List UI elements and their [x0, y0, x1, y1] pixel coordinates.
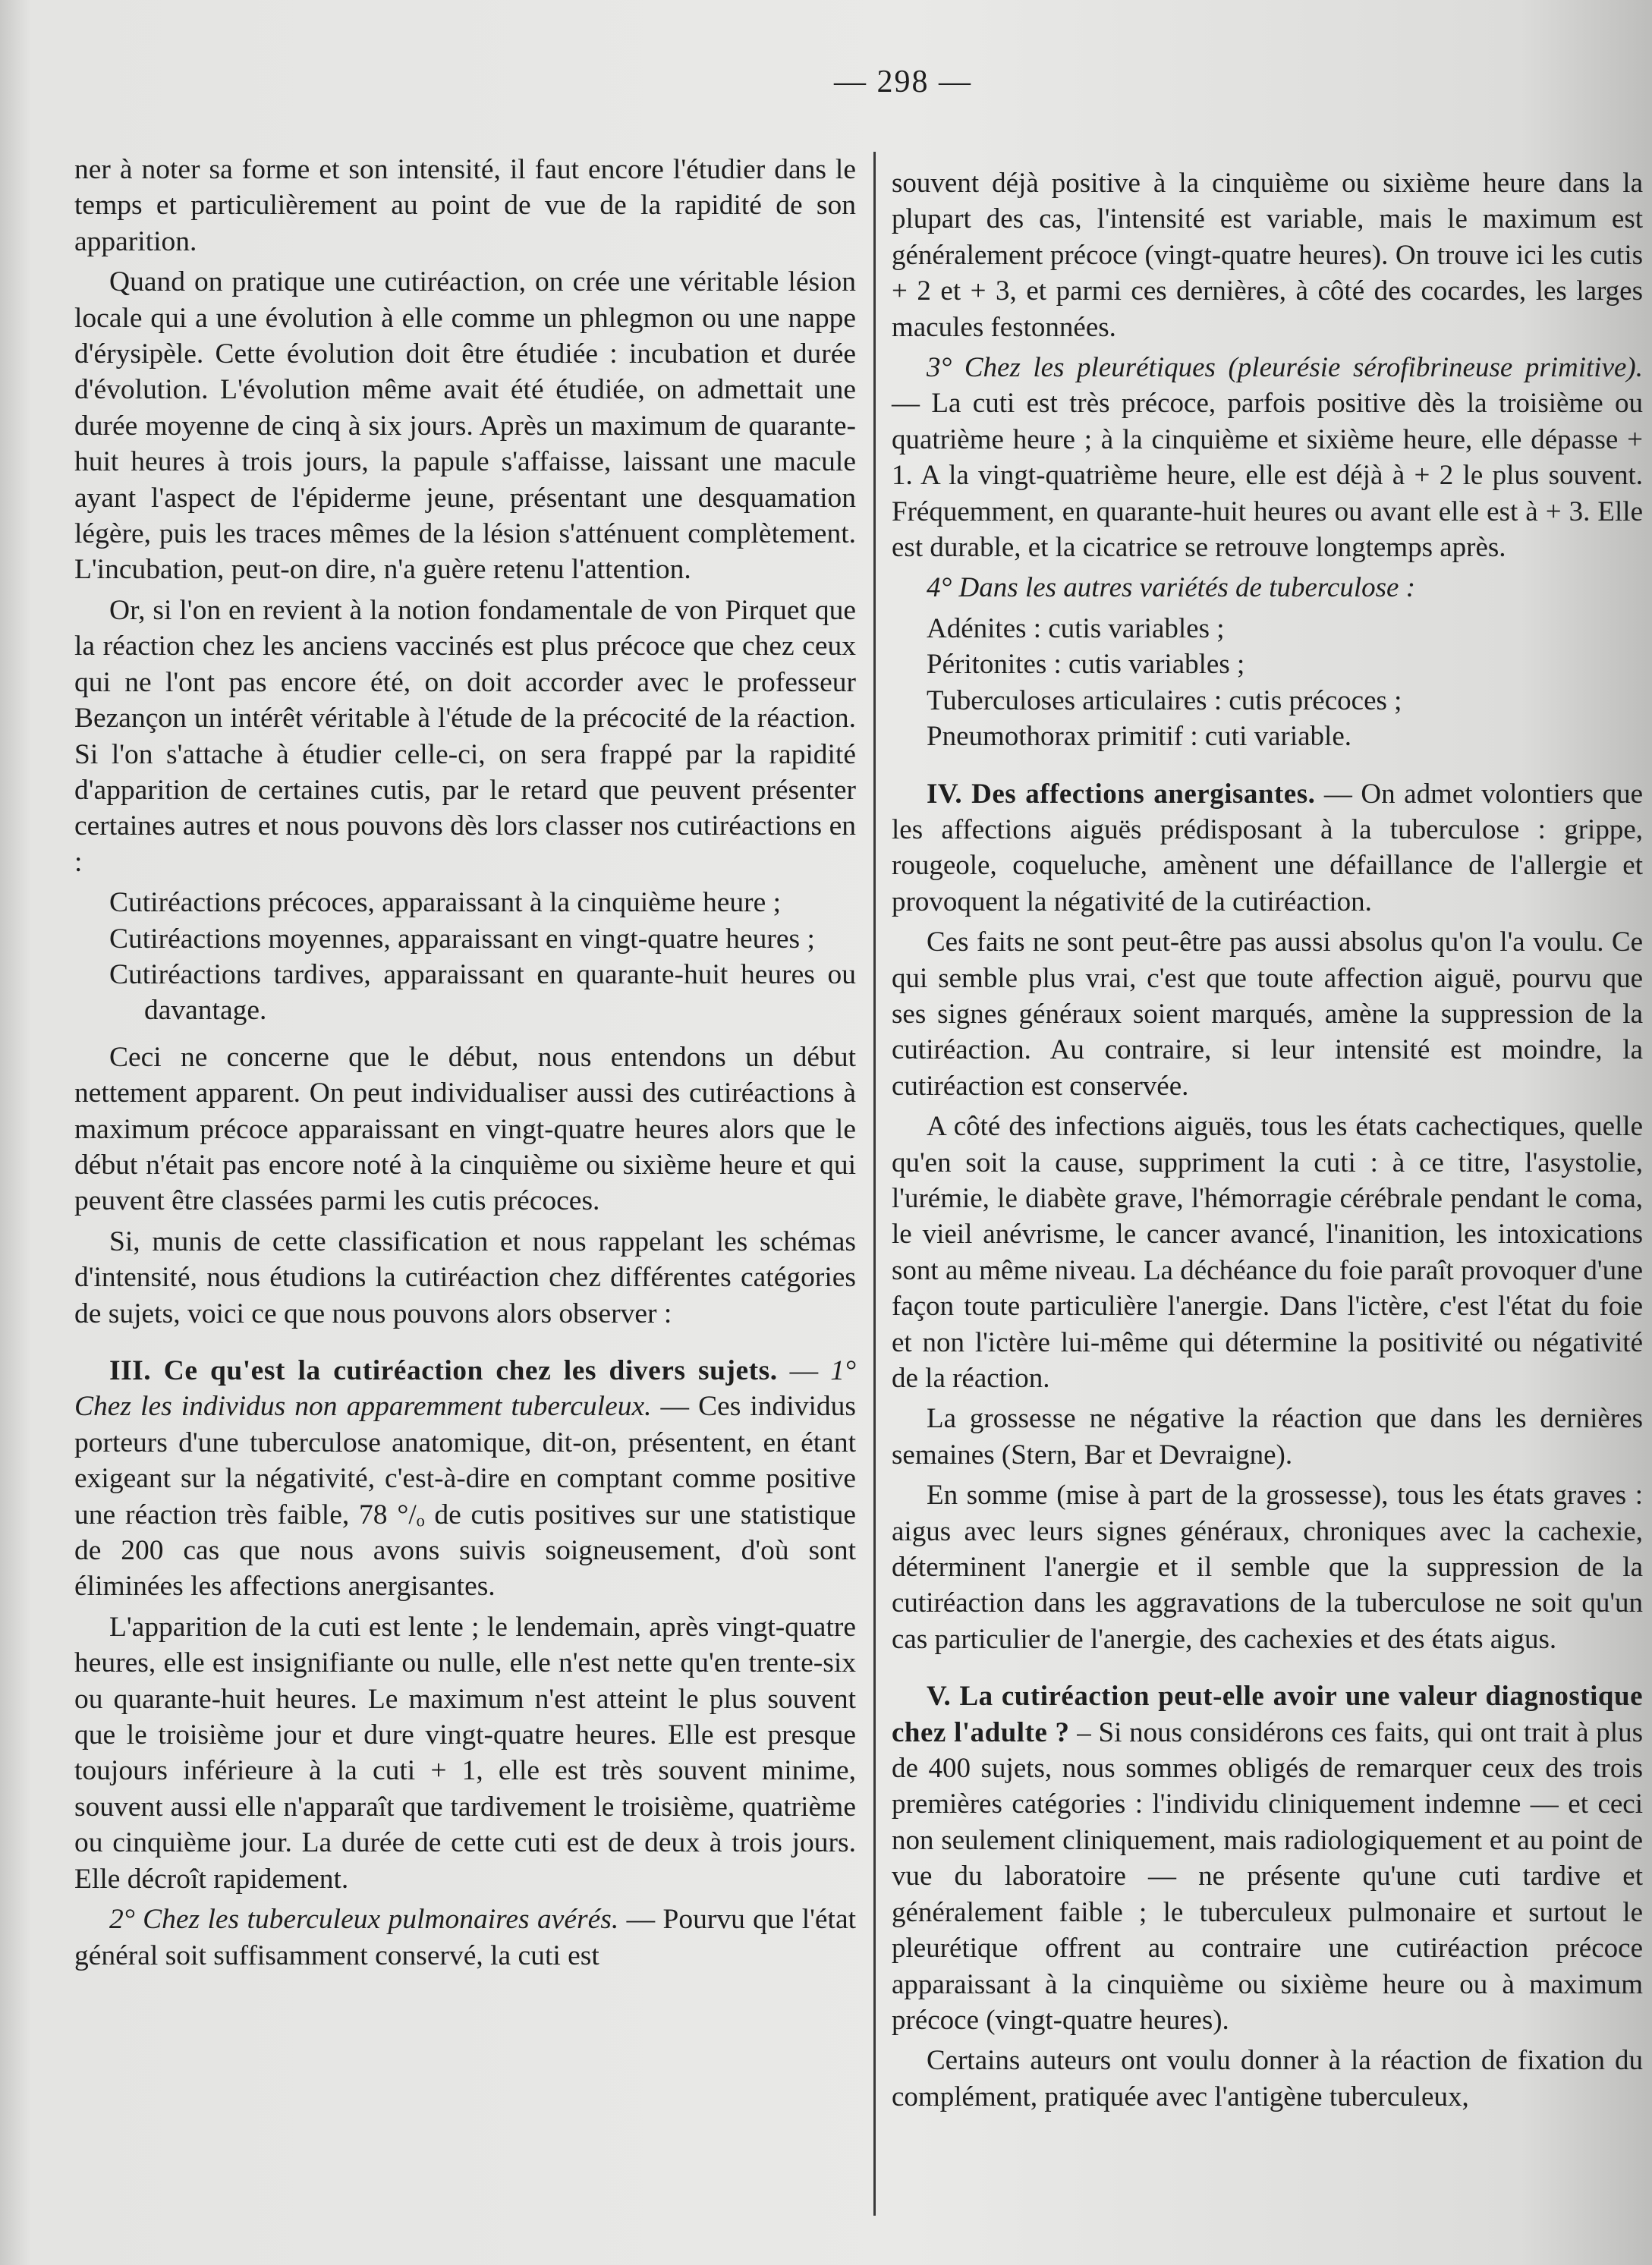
left-paragraph-4: Ceci ne concerne que le début, nous entendons un début nettement apparent. On peut individualiser aussi des cutiréactions à maximum précoce apparaissant en vingt-quatre heures alors que le début n'était pas encore noté à la cinquième ou sixième heure et qui peuvent être classées parmi les cutis précoces.: [74, 1041, 856, 1217]
right-paragraph-7: En somme (mise à part de la grossesse), tous les états graves : aigus avec leurs signes généraux, chroniques avec la cachexie, déterminent l'anergie et il semble que la suppression de la cutiréaction dans les aggravations de la tuberculose ne soit qu'un cas particulier de l'anergie, des cachexies et des états aigus.: [892, 1480, 1643, 1655]
section-3-heading: III. Ce qu'est la cutiréaction chez les divers sujets.: [109, 1355, 778, 1386]
pulmonary-text: — Pourvu que l'état général soit suffisamment conservé, la cuti est: [74, 1904, 857, 1971]
pulmonary-subheading: 2° Chez les tuberculeux pulmonaires avérés.: [109, 1904, 619, 1936]
tuberculosis-varieties-list: [892, 611, 1643, 755]
page-number: — 298 —: [834, 64, 972, 99]
section-5: [892, 1678, 1643, 2038]
section-4: [892, 776, 1643, 920]
section-5-heading: V. La cutiréaction peut-elle avoir une valeur diagnostique chez l'adulte ?: [892, 1681, 1643, 1748]
list-item-articular: Tuberculoses articulaires : cutis précoces ;: [927, 684, 1402, 716]
list-item-early: Cutiréactions précoces, apparaissant à la cinquième heure ;: [109, 887, 782, 919]
section-4-text: — On admet volontiers que les affections aiguës prédisposant à la tuberculose : grippe, rougeole, coqueluche, amènent une défaillance de l'allergie et provoquent la négativité de la cutiréaction.: [892, 778, 1644, 917]
right-column: [892, 165, 1643, 2119]
section-4-heading: IV. Des affections anergisantes.: [927, 778, 1316, 810]
pleuretic-subheading: 3° Chez les pleurétiques (pleurésie sérofibrineuse primitive).: [927, 352, 1643, 384]
section-3: [74, 1353, 856, 1605]
section-5-text: – Si nous considérons ces faits, qui ont trait à plus de 400 sujets, nous sommes obligés de remarquer ceux des trois premières catégories : l'individu cliniquement indemne — et ceci non seulement cliniquement, mais radiologiquement et au point de vue du laboratoire — ne présente qu'une cuti tardive et généralement faible ; le tuberculeux pulmonaire et surtout le pleurétique offrent au contraire une cutiréaction précoce apparaissant à la cinquième ou sixième heure ou à maximum précoce (vingt-quatre heures).: [892, 1716, 1643, 2036]
list-item-medium: Cutiréactions moyennes, apparaissant en vingt-quatre heures ;: [109, 923, 815, 955]
right-paragraph-1: souvent déjà positive à la cinquième ou sixième heure dans la plupart des cas, l'intensité est variable, mais le maximum est généralement précoce (vingt-quatre heures). On trouve ici les cutis + 2 et + 3, et parmi ces dernières, à côté des cocardes, les larges macules festonnées.: [892, 168, 1643, 343]
pleuretic-text: — La cuti est très précoce, parfois positive dès la troisième ou quatrième heure ; à la cinquième et sixième heure, elle dépasse + 1. A la vingt-quatrième heure, elle est déjà à + 2 le plus souvent. Fréquemment, en quarante-huit heures ou avant elle est à + 3. Elle est durable, et la cicatrice se retrouve longtemps après.: [892, 388, 1643, 564]
left-paragraph-1: ner à noter sa forme et son intensité, il faut encore l'étudier dans le temps et particulièrement au point de vue de la rapidité de son apparition.: [74, 154, 856, 257]
list-item-adenites: Adénites : cutis variables ;: [927, 612, 1225, 644]
right-paragraph-2: [892, 350, 1643, 565]
list-item-late: Cutiréactions tardives, apparaissant en quarante-huit heures ou davantage.: [109, 958, 856, 1027]
section-3-subheading: 1° Chez les individus non apparemment tuberculeux.: [74, 1355, 856, 1423]
right-paragraph-6: La grossesse ne négative la réaction que dans les dernières semaines (Stern, Bar et Devraigne).: [892, 1403, 1643, 1471]
left-paragraph-3: Or, si l'on en revient à la notion fondamentale de von Pirquet que la réaction chez les anciens vaccinés est plus précoce que chez ceux qui ne l'ont pas encore été, on doit accorder avec le professeur Bezançon un intérêt véritable à l'étude de la précocité de la réaction. Si l'on s'attache à étudier celle-ci, on sera frappé par la rapidité d'apparition de certaines cutis, par le retard que peuvent présenter certaines autres et nous pouvons dès lors classer nos cutiréactions en :: [74, 594, 856, 878]
other-varieties-subheading: 4° Dans les autres variétés de tuberculose :: [927, 572, 1416, 604]
right-paragraph-5: A côté des infections aiguës, tous les états cachectiques, quelle qu'en soit la cause, suppriment la cuti : à ce titre, l'asystolie, l'urémie, le diabète grave, l'hémorragie cérébrale pendant le coma, le vieil anévrisme, le cancer avancé, l'inanition, les intoxications sont au même niveau. La déchéance du foie paraît provoquer d'une façon toute particulière l'anergie. Dans l'ictère, c'est l'état du foie et non l'ictère lui-même qui détermine la positivité ou négativité de la réaction.: [892, 1111, 1643, 1394]
list-item-peritonites: Péritonites : cutis variables ;: [927, 649, 1245, 681]
right-paragraph-8: Certains auteurs ont voulu donner à la réaction de fixation du complément, pratiquée avec l'antigène tuberculeux,: [892, 2045, 1643, 2112]
left-paragraph-7: [74, 1902, 856, 1974]
left-paragraph-5: Si, munis de cette classification et nous rappelant les schémas d'intensité, nous étudions la cutiréaction chez différentes catégories de sujets, voici ce que nous pouvons alors observer :: [74, 1225, 856, 1329]
list-item-pneumothorax: Pneumothorax primitif : cuti variable.: [927, 721, 1352, 753]
left-paragraph-2: Quand on pratique une cutiréaction, on crée une véritable lésion locale qui a une évolution à elle comme un phlegmon ou une nappe d'érysipèle. Cette évolution doit être étudiée : incubation et durée d'évolution. L'évolution même avait été étudiée, on admettait une durée moyenne de cinq à six jours. Après un maximum de quarante-huit heures à trois jours, la papule s'affaisse, laissant une macule ayant l'aspect de l'épiderme jeune, présentant une desquamation légère, puis les traces mêmes de la lésion s'atténuent complètement. L'incubation, peut-on dire, n'a guère retenu l'attention.: [74, 266, 856, 586]
section-3-dash: —: [777, 1355, 831, 1386]
left-column: [74, 152, 856, 1978]
right-paragraph-4: Ces faits ne sont peut-être pas aussi absolus qu'on l'a voulu. Ce qui semble plus vrai, c'est que toute affection aiguë, pourvu que ses signes généraux soient marqués, amène la suppression de la cutiréaction. Au contraire, si leur intensité est moindre, la cutiréaction est conservée.: [892, 926, 1643, 1102]
section-3-text: — Ces individus porteurs d'une tuberculose anatomique, dit-on, présentent, en étant exigeant sur la négativité, c'est-à-dire en comptant comme positive une réaction très faible, 78 °/ₒ de cutis positives sur une statistique de 200 cas que nous avons suivis soigneusement, d'où sont éliminées les affections anergisantes.: [74, 1391, 856, 1603]
column-divider: [873, 152, 876, 2216]
left-paragraph-6: L'apparition de la cuti est lente ; le lendemain, après vingt-quatre heures, elle est insignifiante ou nulle, elle n'est nette qu'en trente-six ou quarante-huit heures. Le maximum n'est atteint le plus souvent que le troisième jour et dure vingt-quatre heures. Elle est presque toujours inférieure à la cuti + 1, elle est très souvent minime, souvent aussi elle n'apparaît que tardivement le troisième, quatrième ou cinquième jour. La durée de cette cuti est de deux à trois jours. Elle décroît rapidement.: [74, 1611, 856, 1895]
reaction-timing-list: [74, 885, 856, 1029]
